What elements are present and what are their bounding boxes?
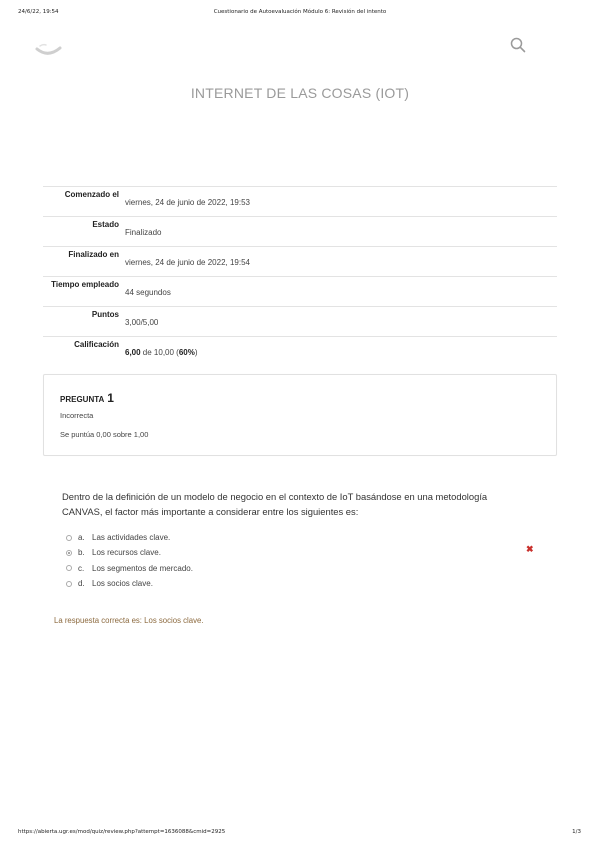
points-value: 3,00/5,00 xyxy=(119,307,557,337)
answer-option-c[interactable] xyxy=(66,561,193,576)
grade-score: 6,00 xyxy=(125,348,141,357)
summary-row-points xyxy=(43,307,557,337)
answer-letter: c. xyxy=(78,563,85,573)
correct-answer-feedback: La respuesta correcta es: Los socios clave. xyxy=(54,616,204,625)
question-text: Dentro de la definición de un modelo de negocio en el contexto de IoT basándose en una metodología CANVAS, el factor más importante a considerar entre los siguientes es: xyxy=(62,491,488,517)
question-info-box xyxy=(43,374,557,456)
radio-button[interactable] xyxy=(66,581,72,587)
grade-value xyxy=(119,337,557,367)
answer-option-d[interactable] xyxy=(66,576,193,591)
answer-text: Los recursos clave. xyxy=(92,548,161,558)
started-value: viernes, 24 de junio de 2022, 19:53 xyxy=(119,187,557,217)
answer-letter: b. xyxy=(78,548,85,558)
grade-percent: 60% xyxy=(178,348,195,357)
time-label: Tiempo empleado xyxy=(43,277,119,307)
logo-swoosh-icon[interactable] xyxy=(34,38,62,58)
question-number xyxy=(60,391,114,405)
state-value: Finalizado xyxy=(119,217,557,247)
question-label: PREGUNTA xyxy=(60,395,105,404)
points-label: Puntos xyxy=(43,307,119,337)
time-value: 44 segundos xyxy=(119,277,557,307)
summary-row-started xyxy=(43,187,557,217)
radio-button[interactable] xyxy=(66,565,72,571)
answer-letter: d. xyxy=(78,579,85,589)
grade-label: Calificación xyxy=(43,337,119,367)
finished-value: viernes, 24 de junio de 2022, 19:54 xyxy=(119,247,557,277)
print-page-number: 1/3 xyxy=(572,829,581,835)
answer-letter: a. xyxy=(78,533,85,543)
question-grade: Se puntúa 0,00 sobre 1,00 xyxy=(60,430,149,439)
state-label: Estado xyxy=(43,217,119,247)
summary-row-state xyxy=(43,217,557,247)
answer-text: Los socios clave. xyxy=(92,579,153,589)
grade-of: de 10,00 ( xyxy=(140,348,179,357)
started-label: Comenzado el xyxy=(43,187,119,217)
question-state: Incorrecta xyxy=(60,411,94,420)
summary-row-finished xyxy=(43,247,557,277)
course-title: INTERNET DE LAS COSAS (IOT) xyxy=(190,85,410,101)
radio-button-selected[interactable] xyxy=(66,550,72,556)
finished-label: Finalizado en xyxy=(43,247,119,277)
grade-close: ) xyxy=(194,348,198,357)
answer-option-a[interactable] xyxy=(66,530,193,545)
answer-option-b[interactable] xyxy=(66,545,193,560)
incorrect-x-icon: ✖ xyxy=(526,544,534,554)
summary-row-time xyxy=(43,277,557,307)
print-datetime: 24/6/22, 19:54 xyxy=(18,9,59,15)
print-title: Cuestionario de Autoevaluación Módulo 6: Revisión del intento xyxy=(213,9,387,15)
question-number-value: 1 xyxy=(107,391,114,405)
print-url: https://abierta.ugr.es/mod/quiz/review.php?attempt=1636088&cmid=2925 xyxy=(18,829,226,835)
radio-button[interactable] xyxy=(66,535,72,541)
attempt-summary-table xyxy=(43,186,557,367)
answer-text: Las actividades clave. xyxy=(92,533,171,543)
summary-row-grade xyxy=(43,337,557,367)
answer-text: Los segmentos de mercado. xyxy=(92,563,193,573)
answer-list xyxy=(66,530,193,591)
search-icon[interactable] xyxy=(510,37,526,53)
